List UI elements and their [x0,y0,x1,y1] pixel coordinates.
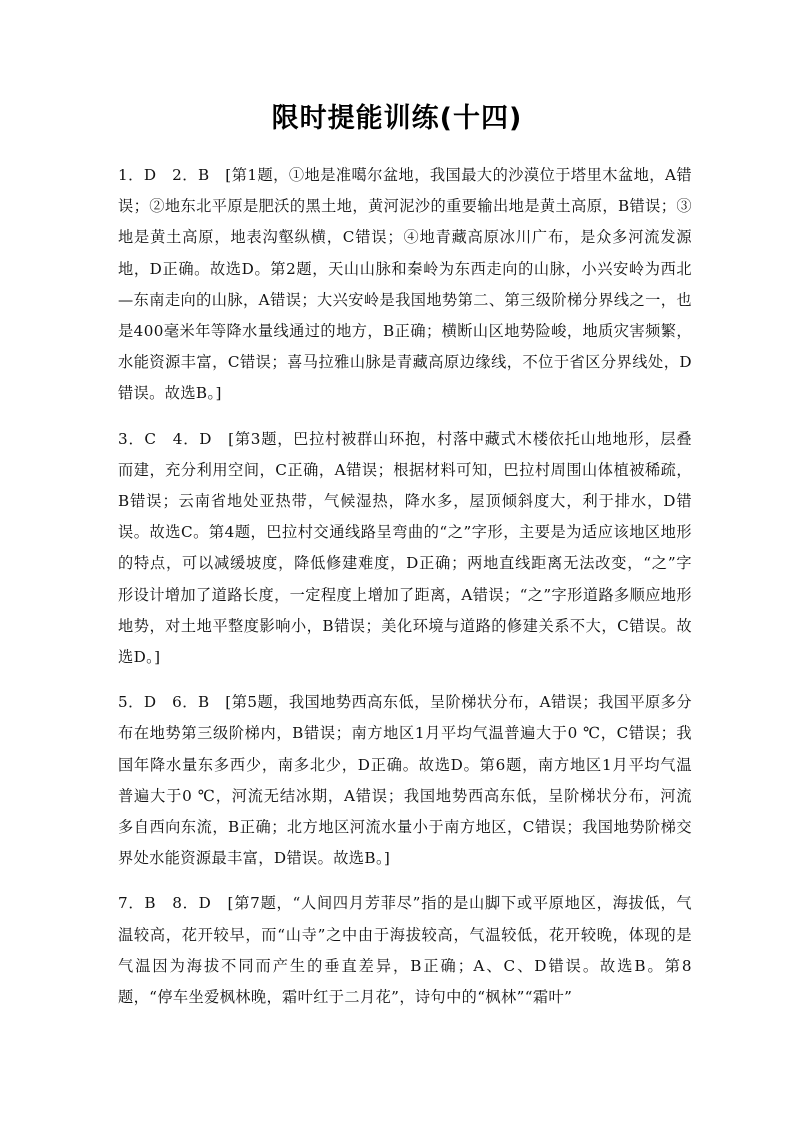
answer-body [118,160,692,1027]
answer-paragraph-3-4: 3．C 4．D [第3题，巴拉村被群山环抱，村落中藏式木楼依托山地地形，层叠而建，充分利用空间，C正确，A错误；根据材料可知，巴拉村周围山体植被稀疏，B错误；云南省地处亚热带，气候湿热，降水多，屋顶倾斜度大，利于排水，D错误。故选C。第4题，巴拉村交通线路呈弯曲的“之”字形，主要是为适应该地区地形的特点，可以减缓坡度，降低修建难度，D正确；两地直线距离无法改变，“之”字形设计增加了道路长度，一定程度上增加了距离，A错误；“之”字形道路多顺应地形地势，对土地平整度影响小，B错误；美化环境与道路的修建关系不大，C错误。故选D。] [118,429,692,667]
answer-paragraph-1-2: 1．D 2．B [第1题，①地是准噶尔盆地，我国最大的沙漠位于塔里木盆地，A错误；②地东北平原是肥沃的黑土地，黄河泥沙的重要输出地是黄土高原，B错误；③地是黄土高原，地表沟壑纵横，C错误；④地青藏高原冰川广布，是众多河流发源地，D正确。故选D。第2题，天山山脉和秦岭为东西走向的山脉，小兴安岭为西北—东南走向的山脉，A错误；大兴安岭是我国地势第二、第三级阶梯分界线之一，也是400毫米年等降水量线通过的地方，B正确；横断山区地势险峻，地质灾害频繁，水能资源丰富，C错误；喜马拉雅山脉是青藏高原边缘线，不位于省区分界线处，D错误。故选B。] [118,166,692,403]
answer-paragraph-7-8: 7．B 8．D [第7题，“人间四月芳菲尽”指的是山脚下或平原地区，海拔低，气温较高，花开较早，而“山寺”之中由于海拔较高，气温较低，花开较晚，体现的是气温因为海拔不同而产生的垂直差异，B正确；A、C、D错误。故选B。第8题，“停车坐爱枫林晚，霜叶红于二月花”，诗句中的“枫林”“霜叶” [118,894,692,1007]
page-title: 限时提能训练(十四) [271,103,523,134]
answer-paragraph-5-6: 5．D 6．B [第5题，我国地势西高东低，呈阶梯状分布，A错误；我国平原多分布在地势第三级阶梯内，B错误；南方地区1月平均气温普遍大于0 ℃，C错误；我国年降水量东多西少，南多北少，D正确。故选D。第6题，南方地区1月平均气温普遍大于0 ℃，河流无结冰期，A错误；我国地势西高东低，呈阶梯状分布，河流多自西向东流，B正确；北方地区河流水量小于南方地区，C错误；我国地势阶梯交界处水能资源最丰富，D错误。故选B。] [118,693,692,868]
